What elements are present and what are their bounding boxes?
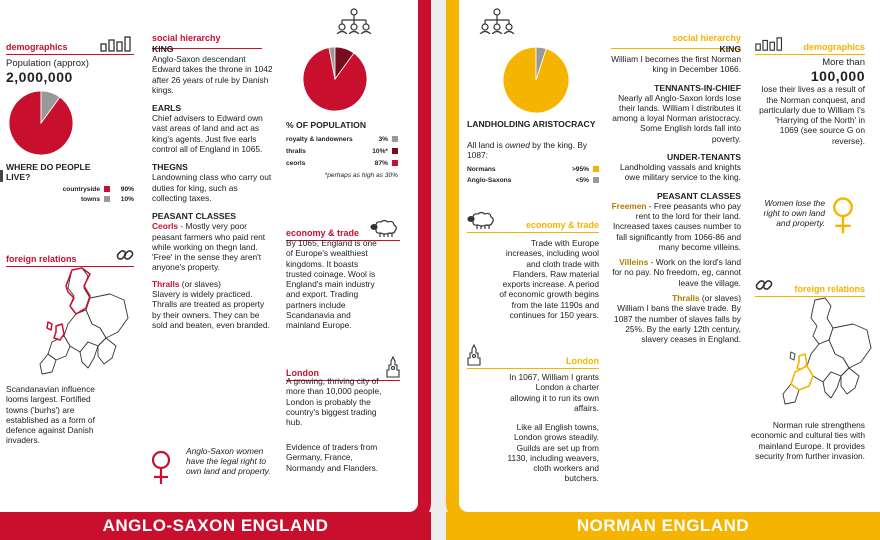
anglo-london-text2: Evidence of traders from Germany, France, Normandy and Flanders. <box>286 442 379 473</box>
norman-more-than: More than <box>822 57 865 68</box>
anglo-london-heading: London <box>286 368 319 378</box>
norman-landholding-owned: owned <box>505 140 530 150</box>
norman-economy-header <box>467 210 599 233</box>
norman-tic-text: Nearly all Anglo-Saxon lords lose their lands. William I distributes it among a loyal Norman aristocracy. Some English lords fall into poverty. <box>612 92 741 144</box>
norman-landholding-text <box>467 140 597 161</box>
legend-label: countryside <box>62 186 100 193</box>
hierarchy-icon <box>336 8 372 34</box>
norman-foreign-heading: foreign relations <box>794 284 865 294</box>
anglo-social-heading: social hierarchy <box>152 33 221 43</box>
norman-landholding-legend <box>467 166 599 184</box>
anglo-economy-text: By 1065, England is one of Europe's wealthiest kingdoms. It boasts trusted coinage. Wool is England's main industry and export. Trading partners include Scandanavia and mainland Europe. <box>286 238 377 331</box>
norman-casualties-number: 100,000 <box>810 68 865 85</box>
legend-value: 90% <box>120 186 134 193</box>
anglo-saxon-banner: ANGLO-SAXON ENGLAND <box>0 512 431 540</box>
legend-label: royalty & landowners <box>286 136 353 143</box>
chain-link-icon <box>755 276 773 294</box>
norman-panel <box>446 0 880 525</box>
anglo-residence-legend <box>6 186 134 203</box>
norman-demographics-header <box>755 36 865 55</box>
norman-tic-title: TENNANTS-IN-CHIEF <box>654 82 741 93</box>
anglo-foreign-header <box>6 246 134 267</box>
anglo-king-title: KING <box>152 44 174 54</box>
norman-social-column <box>611 44 741 345</box>
legend-value: >95% <box>571 166 589 173</box>
anglo-social-column <box>152 44 274 330</box>
norman-social-heading: social hierarchy <box>672 33 741 43</box>
norman-demographics-text: lose their lives as a result of the Norman conquest, and particularly due to William I's 'Harrying of the North' in 1069 (see source G on reverse). <box>759 84 865 146</box>
norman-economy-text: Trade with Europe increases, including wool and cloth trade with Flanders. Raw material exports increase. A period of economic growth begins from the late 1190s and continues for 150 years. <box>499 238 599 321</box>
anglo-thegns-text: Landowning class who carry out duties for king, such as collecting taxes. <box>152 172 272 203</box>
europe-map <box>20 266 132 376</box>
anglo-thralls-label: Thralls <box>152 278 180 289</box>
norman-thralls-text: William I bans the slave trade. By 1087 the number of slaves falls by 25%. By the early 12th century, slavery ceases in England. <box>613 303 741 345</box>
norman-london-header <box>467 344 599 369</box>
norman-thralls-rest: (or slaves) <box>699 293 741 304</box>
norman-ut-title: UNDER-TENANTS <box>667 152 741 163</box>
legend-value: 87% <box>374 160 388 167</box>
legend-swatch <box>593 177 599 183</box>
anglo-ceorls-paragraph <box>152 221 274 272</box>
norman-landholding-pie <box>502 46 570 114</box>
norman-demographics-body <box>755 58 865 146</box>
anglo-population-title: % OF POPULATION <box>286 120 367 130</box>
legend-value: 10% <box>120 196 134 203</box>
legend-label: ceorls <box>286 160 306 167</box>
norman-landholding-text-a: All land is <box>467 140 506 150</box>
norman-peasant-title: PEASANT CLASSES <box>656 190 741 201</box>
legend-row <box>286 160 398 167</box>
anglo-women-note: Anglo-Saxon women have the legal right to own land and property. <box>186 446 271 476</box>
anglo-king-text: Anglo-Saxon descendant Edward takes the throne in 1042 after 26 years of rule by Danish kings. <box>152 54 273 95</box>
norman-foreign-header <box>755 276 865 297</box>
norman-freemen-paragraph <box>611 201 741 252</box>
anglo-population-label: Population (approx) <box>6 58 89 69</box>
norman-freemen-text: - Free peasants who pay rent to the lord for their land. Increased taxes causes number to fall significantly from 1066-86 and many become villeins. <box>612 200 741 252</box>
legend-row <box>467 166 599 173</box>
norman-ut-text: Landholding vassals and knights owe military service to the king. <box>619 162 741 183</box>
anglo-peasant-title: PEASANT CLASSES <box>152 211 237 222</box>
norman-women-note: Women lose the right to own land and property. <box>763 198 825 228</box>
norman-banner: NORMAN ENGLAND <box>446 512 880 540</box>
norman-landholding-text-b: by the king. By 1087: <box>467 140 588 161</box>
legend-row <box>467 177 599 184</box>
anglo-thegns-title: THEGNS <box>152 162 188 173</box>
norman-villeins-text: - Work on the lord's land for no pay. No freedom, eg, cannot leave the village. <box>612 257 741 288</box>
legend-value: 10%* <box>372 148 388 155</box>
anglo-london-text1: A growing, thriving city of more than 10,000 people, London is probably the country's biggest trading hub. <box>286 376 382 428</box>
norman-economy-heading: economy & trade <box>525 220 599 230</box>
norman-king-text: William I becomes the first Norman king in December 1066. <box>611 54 741 75</box>
legend-swatch <box>392 136 398 142</box>
anglo-earls-text: Chief advisers to Edward own vast areas of land and act as king's agents. Just five earls control all of England in 1065. <box>152 113 263 155</box>
anglo-thralls-rest: (or slaves) <box>179 278 221 289</box>
sheep-icon <box>370 218 400 238</box>
anglo-population-pie <box>302 46 368 112</box>
legend-label: towns <box>80 196 100 203</box>
anglo-population-legend <box>286 136 398 179</box>
female-symbol-icon <box>150 450 172 486</box>
norman-thralls-heading <box>611 293 741 303</box>
legend-value: <5% <box>575 177 589 184</box>
legend-label: Normans <box>467 166 496 173</box>
bar-chart-icon <box>755 36 785 52</box>
legend-swatch <box>593 166 599 172</box>
tower-icon <box>467 344 481 366</box>
female-symbol-icon <box>831 196 855 236</box>
panel-edge-mark <box>0 170 3 182</box>
anglo-economy-heading: economy & trade <box>286 228 360 238</box>
anglo-residence-pie <box>8 90 74 156</box>
legend-label: Anglo-Saxons <box>467 177 512 184</box>
norman-landholding-title: LANDHOLDING ARISTOCRACY <box>467 119 596 129</box>
legend-swatch <box>392 148 398 154</box>
norman-london-text2: Like all English towns, London grows steadily. Guilds are set up from 1130, including weavers, cloth workers and butchers. <box>507 422 599 484</box>
anglo-population-value: 2,000,000 <box>6 69 73 86</box>
anglo-foreign-heading: foreign relations <box>6 254 77 264</box>
norman-villeins-label: Villeins <box>619 257 649 268</box>
anglo-thralls-heading <box>152 279 274 289</box>
norman-london-text1: In 1067, William I grants London a charter allowing it to run its own affairs. <box>509 372 599 413</box>
anglo-residence-question: WHERE DO PEOPLE LIVE? <box>6 162 91 182</box>
hierarchy-icon <box>479 8 515 34</box>
legend-swatch <box>392 160 398 166</box>
norman-demographics-heading: demographics <box>803 42 865 52</box>
anglo-ceorls-text: - Mostly very poor peasant farmers who paid rent while working on thegn land. 'Free' in the sense they aren't anyone's property. <box>152 221 266 273</box>
norman-freemen-label: Freemen <box>611 200 647 211</box>
norman-king-title: KING <box>719 44 741 54</box>
legend-row <box>286 136 398 143</box>
anglo-saxon-panel <box>0 0 431 525</box>
anglo-ceorls-label: Ceorls <box>152 221 179 232</box>
legend-row <box>6 186 134 193</box>
anglo-demographics-section <box>6 36 134 85</box>
legend-row <box>286 148 398 155</box>
anglo-population-footnote: *perhaps as high as 30% <box>324 172 398 179</box>
norman-thralls-label: Thralls <box>672 293 700 304</box>
anglo-foreign-text: Scandanavian influence looms largest. Fortified towns ('burhs') are established as a form of defence against Danish invaders. <box>6 384 95 446</box>
anglo-thralls-text: Slavery is widely practiced. Thralls are treated as property by their owners. They can be sold and beaten, even branded. <box>152 289 270 330</box>
legend-row <box>6 196 134 203</box>
anglo-demographics-heading: demographics <box>6 42 68 52</box>
anglo-earls-title: EARLS <box>152 103 182 114</box>
norman-london-heading: London <box>566 356 599 366</box>
bar-chart-icon <box>100 36 134 52</box>
sheep-icon <box>467 210 497 230</box>
chain-link-icon <box>116 246 134 264</box>
europe-map <box>763 296 875 406</box>
norman-foreign-text: Norman rule strengthens economic and cultural ties with mainland Europe. It provides security from further invasion. <box>750 420 865 461</box>
legend-label: thralls <box>286 148 306 155</box>
tower-icon <box>386 356 400 378</box>
norman-villeins-paragraph <box>611 257 741 288</box>
legend-value: 3% <box>378 136 388 143</box>
